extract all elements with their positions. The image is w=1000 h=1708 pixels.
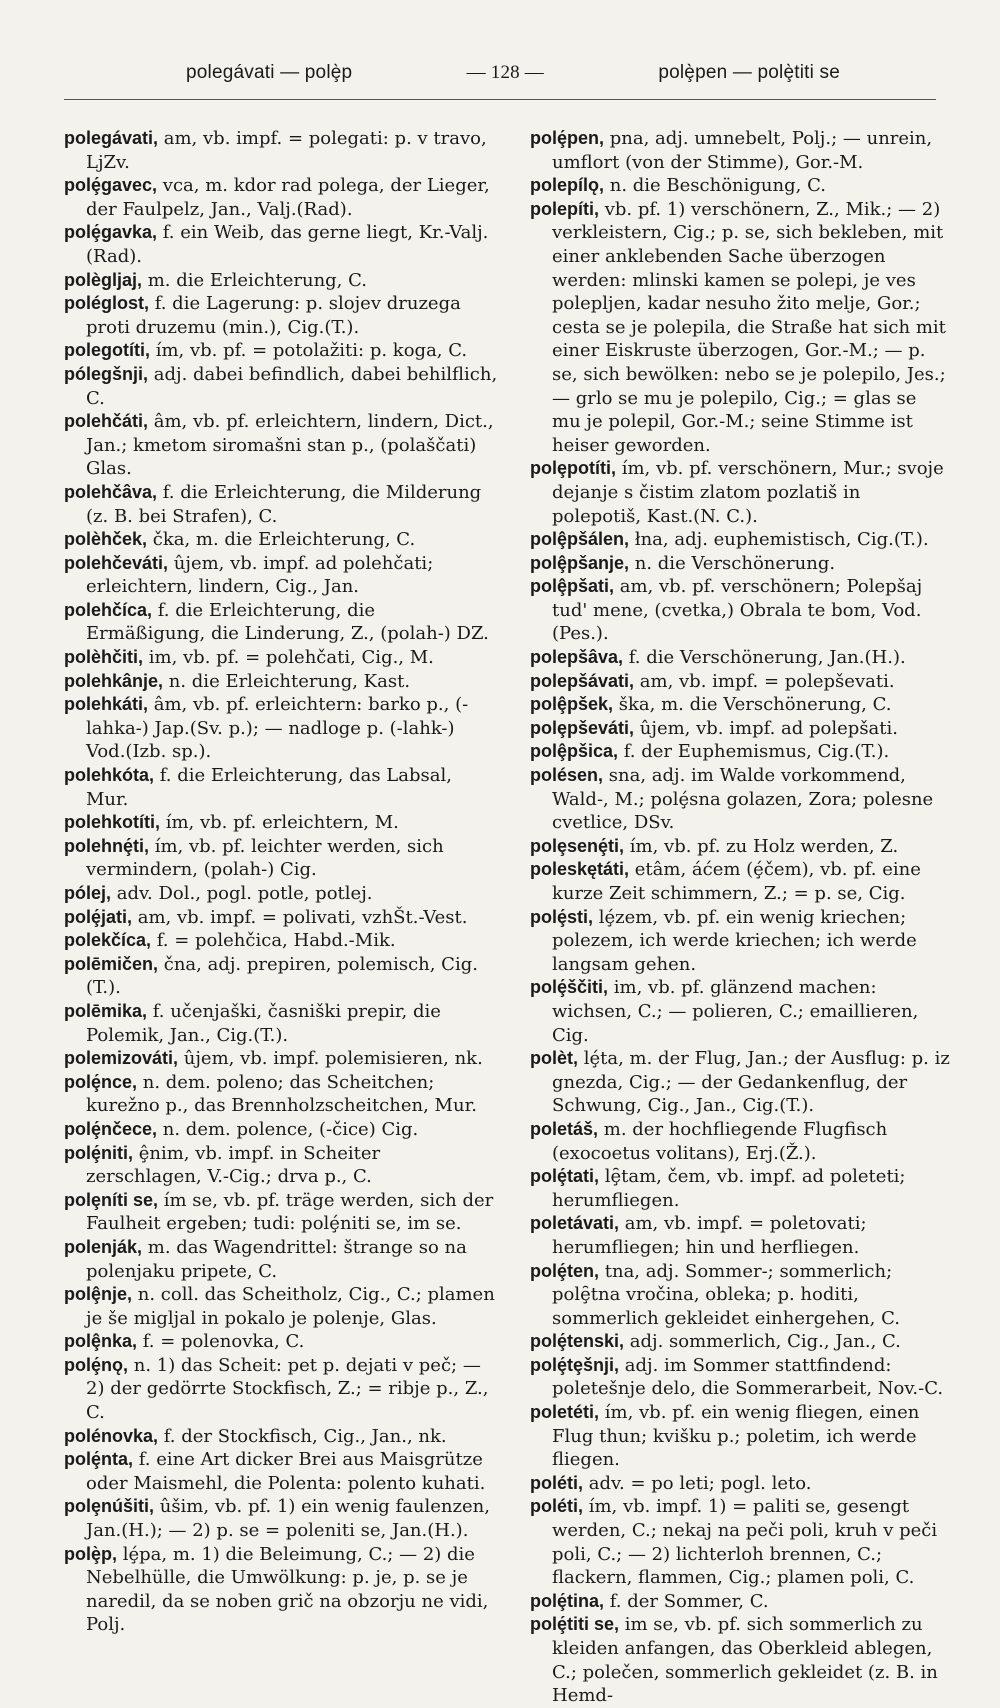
entry-definition: f. die Verschönerung, Jan.(H.). [623, 647, 906, 669]
entry-definition: n. die Erleichterung, Kast. [163, 670, 411, 692]
dictionary-entry [530, 198, 950, 458]
entry-headword: polehčeváti, [64, 552, 169, 573]
entry-definition: čna, adj. prepiren, polemisch, Cig. (T.). [86, 953, 478, 999]
entry-headword: polȩsenȩ́ti, [530, 835, 625, 856]
dictionary-entry [530, 1047, 950, 1118]
dictionary-entry [64, 127, 498, 174]
entry-headword: poléti, [530, 1496, 583, 1517]
entry-definition: tna, adj. Sommer-; sommerlich; polȩ̑tna vročina, obleka; p. hoditi, sommerlich gekleidet einhergehen, C. [552, 1260, 900, 1329]
dictionary-entry [64, 1354, 498, 1425]
entry-definition: am, vb. pf. verschönern; Polepšaj tud' mene, (cvetka,) Obrala te bom, Vod. (Pes.). [552, 576, 923, 645]
dictionary-entry [530, 575, 950, 646]
dictionary-entry [530, 457, 950, 528]
entry-headword: polȩ̀p, [64, 1543, 117, 1564]
dictionary-entry [530, 835, 950, 859]
entry-headword: pólej, [64, 883, 112, 903]
dictionary-entry [64, 811, 498, 835]
dictionary-entry [64, 599, 498, 646]
entry-headword: polȩ̂nje, [64, 1284, 133, 1305]
entry-headword: polēmika, [64, 1000, 148, 1021]
dictionary-entry [64, 1071, 498, 1118]
dictionary-entry [530, 740, 950, 764]
dictionary-entry [64, 1425, 498, 1449]
entry-definition: f. = polenovka, C. [137, 1331, 305, 1353]
entry-definition: lȩ́zem, vb. pf. ein wenig kriechen; polezem, ich werde kriechen; ich werde langsam gehen. [552, 906, 917, 975]
entry-headword: polegávati, [64, 128, 159, 148]
dictionary-entry [530, 552, 950, 576]
dictionary-entry [64, 1189, 498, 1236]
entry-headword: polehkóta, [64, 765, 155, 786]
entry-headword: poléglost, [64, 293, 149, 314]
entry-headword: polȩ́tina, [530, 1590, 605, 1611]
header-rule [64, 99, 936, 100]
entry-headword: polȩ̂nka, [64, 1331, 138, 1352]
entry-definition: m. das Wagendrittel: štrange so na polenjaku pripete, C. [86, 1236, 467, 1282]
entry-headword: polȩ́gavec, [64, 175, 158, 196]
dictionary-entry [530, 764, 950, 835]
dictionary-entry [64, 670, 498, 694]
header-right-guide-words: polȩ̀pen — polȩ̀titi se [658, 62, 840, 83]
entry-definition: am, vb. impf. = polivati, vzhŠt.-Vest. [132, 906, 468, 928]
dictionary-entry [530, 1118, 950, 1165]
entry-headword: polēmičen, [64, 953, 159, 974]
entry-definition: łna, adj. euphemistisch, Cig.(T.). [629, 529, 929, 551]
entry-headword: pólegšnji, [64, 363, 149, 384]
dictionary-entry [64, 1543, 498, 1637]
entry-headword: polȩ́tȩšnji, [530, 1354, 620, 1375]
entry-definition: lȩ́pa, m. 1) die Beleimung, C.; — 2) die Nebelhülle, die Umwölkung: p. je, p. se je naredil, da se noben grič na obzorju ne vidi, Polj. [86, 1543, 489, 1636]
entry-headword: polȩ̂pšek, [530, 694, 614, 715]
entry-definition: am, vb. impf. = poletovati; herumfliegen; hin und herfliegen. [552, 1213, 867, 1258]
entry-definition: am, vb. impf. = polegati: p. v travo, LjZv. [86, 128, 487, 173]
dictionary-entry [64, 528, 498, 552]
entry-headword: polehčáti, [64, 411, 149, 432]
entry-headword: polehkotíti, [64, 812, 160, 833]
entry-headword: polȩ̂pšica, [530, 741, 619, 762]
entry-definition: âm, vb. pf. erleichtern, lindern, Dict., Jan.; kmetom siromašni stan p., (polaščati) Glas. [86, 411, 494, 480]
entry-definition: f. die Erleichterung, die Ermäßigung, die Linderung, Z., (polah-) DZ. [86, 599, 489, 645]
entry-definition: f. ein Weib, das gerne liegt, Kr.-Valj.(Rad). [86, 222, 489, 267]
entry-headword: polȩpševáti, [530, 717, 635, 738]
entry-definition: am, vb. impf. = polepševati. [634, 670, 895, 692]
dictionary-entry [64, 174, 498, 221]
entry-definition: ím, vb. pf. = potolažiti: p. koga, C. [149, 340, 468, 362]
dictionary-entry [64, 953, 498, 1000]
entry-headword: polȩ̂pšanje, [530, 552, 630, 573]
dictionary-entry [530, 1472, 950, 1496]
entry-headword: polȩ́jati, [64, 906, 133, 927]
dictionary-entry [530, 976, 950, 1047]
entry-definition: im se, vb. pf. sich sommerlich zu kleiden anfangen, das Oberkleid ablegen, C.; polečen, sommerlich gekleidet (z. B. in Hemd- [552, 1614, 938, 1707]
entry-definition: im, vb. pf. glänzend machen: wichsen, C.; — polieren, C.; emaillieren, Cig. [552, 977, 919, 1046]
entry-definition: sna, adj. im Walde vorkommend, Wald-, M.; polȩ́sna golazen, Zora; polesne cvetlice, DSv. [552, 765, 934, 834]
entry-headword: poleskętáti, [530, 859, 630, 880]
entry-definition: n. 1) das Scheit: pet p. dejati v peč; — 2) der gedörrte Stockfisch, Z.; = ribje p., Z., C. [86, 1354, 489, 1424]
entry-headword: polepíti, [530, 198, 599, 219]
page-number: — 128 — [466, 62, 545, 83]
dictionary-entry [64, 1448, 498, 1495]
entry-headword: polȩ̂pšati, [530, 576, 615, 597]
entry-definition: adj. dabei befindlich, dabei behilflich, C. [86, 363, 498, 409]
entry-headword: polèt, [530, 1048, 578, 1069]
dictionary-entry [530, 1212, 950, 1259]
entry-headword: poletávati, [530, 1213, 620, 1234]
entry-definition: ȩ̂nim, vb. impf. in Scheiter zerschlagen, V.-Cig.; drva p., C. [86, 1142, 381, 1188]
dictionary-entry [64, 292, 498, 339]
entry-definition: adv. = po leti; pogl. leto. [583, 1472, 812, 1494]
entry-definition: f. der Sommer, C. [604, 1590, 769, 1612]
dictionary-entry [530, 1401, 950, 1472]
entry-definition: ûjem, vb. impf. ad polepšati. [634, 717, 898, 739]
dictionary-entry [64, 363, 498, 410]
entry-headword: polepílǫ, [530, 175, 604, 196]
entry-headword: polehkânje, [64, 670, 164, 691]
entry-definition: f. die Erleichterung, die Milderung (z. B. bei Strafen), C. [86, 481, 482, 527]
entry-headword: polȩ́nčece, [64, 1118, 158, 1139]
entry-headword: polehkáti, [64, 694, 149, 715]
entry-definition: ška, m. die Verschönerung, C. [613, 694, 892, 716]
entry-headword: polehnȩ́ti, [64, 835, 149, 856]
entry-headword: polȩ́nce, [64, 1071, 138, 1092]
entry-headword: polȩníti se, [64, 1189, 159, 1210]
entry-headword: polegotíti, [64, 340, 150, 361]
entry-definition: f. der Stockfisch, Cig., Jan., nk. [158, 1425, 447, 1447]
dictionary-entry [530, 1165, 950, 1212]
entry-headword: polekčíca, [64, 930, 152, 951]
entry-definition: ím, vb. impf. 1) = paliti se, gesengt werden, C.; nekaj na peči poli, kruh v peči poli, C.; — 2) lichterloh brennen, C.; flackern, flammen, Cig.; plamen poli, C. [552, 1496, 938, 1589]
entry-definition: n. die Verschönerung. [629, 552, 836, 574]
dictionary-entry [64, 1330, 498, 1354]
dictionary-entry [530, 670, 950, 694]
dictionary-entry [64, 882, 498, 906]
entry-definition: adj. im Sommer stattfindend: poletešnje delo, die Sommerarbeit, Nov.-C. [552, 1354, 944, 1400]
entry-definition: vb. pf. 1) verschönern, Z., Mik.; — 2) verkleistern, Cig.; p. se, sich bekleben, mit einer anklebenden Sache überzogen werden: mlinski kamen se polepi, je ves polepljen, kadar nesuho žito melje, Gor.; cesta se je polepila, die Straße hat sich mit einer Eiskruste überzogen, Gor.-M.; — p. se, sich bewölken: nebo se je polepilo, Jes.; — grlo se mu je polepilo, Cig.; = glas se mu je polepil, Gor.-M.; seine Stimme ist heiser geworden. [552, 198, 946, 456]
entry-definition: m. der hochfliegende Flugfisch (exocoetus volitans), Erj.(Ž.). [552, 1118, 888, 1164]
entry-definition: n. dem. polence, (-čice) Cig. [157, 1118, 419, 1140]
entry-headword: polepšávati, [530, 670, 635, 691]
entry-definition: ûjem, vb. impf. polemisieren, nk. [178, 1048, 483, 1070]
entry-headword: polȩpotíti, [530, 458, 616, 479]
dictionary-entry [64, 221, 498, 268]
entry-headword: polèhčiti, [64, 647, 144, 668]
dictionary-entry [530, 646, 950, 670]
dictionary-entry [64, 552, 498, 599]
dictionary-entry [64, 693, 498, 764]
entry-headword: polȩ́nǫ, [64, 1354, 128, 1375]
entry-headword: polenják, [64, 1236, 143, 1257]
entry-definition: pna, adj. umnebelt, Polj.; — unrein, umflort (von der Stimme), Gor.-M. [552, 128, 933, 173]
entry-headword: poletéti, [530, 1402, 600, 1423]
dictionary-entry [530, 127, 950, 174]
entry-definition: čka, m. die Erleichterung, C. [147, 529, 416, 551]
dictionary-entry [64, 1142, 498, 1189]
entry-definition: f. učenjaški, časniški prepir, die Polemik, Jan., Cig.(T.). [86, 1000, 441, 1046]
entry-headword: polȩ́tati, [530, 1166, 600, 1187]
entry-headword: poléti, [530, 1472, 583, 1493]
entry-definition: âm, vb. pf. erleichtern: barko p., (-lahka-) Jap.(Sv. p.); — nadloge p. (-lahk-) Vod.(Izb. sp.). [86, 694, 469, 763]
dictionary-entry [64, 835, 498, 882]
dictionary-entry [530, 1260, 950, 1331]
running-header [186, 62, 840, 92]
dictionary-entry [530, 906, 950, 977]
entry-definition: f. die Erleichterung, das Labsal, Mur. [86, 765, 452, 810]
dictionary-entry [530, 1354, 950, 1401]
entry-definition: ím, vb. pf. zu Holz werden, Z. [624, 835, 899, 857]
entry-headword: polȩ́titi se, [530, 1614, 620, 1635]
dictionary-entry [530, 174, 950, 198]
dictionary-entry [530, 1590, 950, 1614]
entry-headword: polésen, [530, 765, 604, 786]
entry-definition: adv. Dol., pogl. potle, potlej. [111, 883, 373, 904]
entry-definition: ûšim, vb. pf. 1) ein wenig faulenzen, Jan.(H.); — 2) p. se = poleniti se, Jan.(H.). [86, 1496, 490, 1542]
entry-headword: polȩ́ščiti, [530, 977, 609, 998]
entry-headword: polègljaj, [64, 269, 143, 290]
entry-definition: im, vb. pf. = polehčati, Cig., M. [143, 647, 434, 669]
entry-headword: polȩ́nta, [64, 1449, 134, 1470]
dictionary-entry [64, 906, 498, 930]
entry-definition: vca, m. kdor rad polega, der Lieger, der Faulpelz, Jan., Valj.(Rad). [86, 175, 490, 220]
dictionary-entry [530, 1330, 950, 1354]
entry-definition: lȩ̑tam, čem, vb. impf. ad poleteti; herumfliegen. [552, 1166, 906, 1211]
dictionary-entry [64, 339, 498, 363]
entry-definition: ím se, vb. pf. träge werden, sich der Faulheit ergeben; tudi: polȩ́niti se, im se. [86, 1189, 494, 1235]
entry-definition: n. dem. poleno; das Scheitchen; kurežno p., das Brennholzscheitchen, Mur. [86, 1071, 477, 1117]
entry-headword: polèhček, [64, 529, 148, 550]
entry-headword: polȩ́niti, [64, 1142, 133, 1163]
left-column [64, 127, 498, 1637]
entry-headword: polepšâva, [530, 647, 624, 668]
dictionary-entry [64, 1495, 498, 1542]
entry-definition: adj. sommerlich, Cig., Jan., C. [624, 1331, 901, 1353]
dictionary-entry [64, 481, 498, 528]
entry-definition: etâm, áćem (ȩ́čem), vb. pf. eine kurze Zeit schimmern, Z.; = p. se, Cig. [552, 859, 921, 904]
entry-definition: f. der Euphemismus, Cig.(T.). [618, 741, 890, 763]
dictionary-entry [64, 1283, 498, 1330]
entry-definition: ûjem, vb. impf. ad polehčati; erleichtern, lindern, Cig., Jan. [86, 552, 434, 598]
dictionary-entry [530, 717, 950, 741]
dictionary-entry [530, 1613, 950, 1707]
dictionary-entry [64, 1047, 498, 1071]
dictionary-entry [64, 929, 498, 953]
dictionary-entry [530, 1495, 950, 1589]
dictionary-entry [64, 410, 498, 481]
dictionary-entry [64, 1118, 498, 1142]
entry-definition: ím, vb. pf. erleichtern, M. [160, 812, 399, 834]
dictionary-entry [64, 1236, 498, 1283]
dictionary-entry [530, 528, 950, 552]
entry-headword: polȩnúšiti, [64, 1496, 154, 1517]
entry-definition: ím, vb. pf. ein wenig fliegen, einen Flug thun; kvišku p.; poletim, ich werde fliegen. [552, 1402, 920, 1471]
dictionary-entry [64, 764, 498, 811]
entry-headword: polȩ́ten, [530, 1260, 600, 1281]
entry-definition: f. eine Art dicker Brei aus Maisgrütze oder Maismehl, die Polenta: polento kuhati. [86, 1449, 486, 1494]
entry-definition: n. coll. das Scheitholz, Cig., C.; plamen je še migljal in pokalo je polenje, Glas. [86, 1284, 495, 1329]
dictionary-entry [64, 1000, 498, 1047]
entry-headword: polénovka, [64, 1425, 159, 1446]
entry-definition: ím, vb. pf. verschönern, Mur.; svoje dejanje s čistim zlatom pozlatiš in polepotiš, Kast.(N. C.). [552, 458, 944, 527]
entry-definition: f. die Lagerung: p. slojev druzega proti druzemu (min.), Cig.(T.). [86, 293, 461, 338]
entry-definition: lȩ́ta, m. der Flug, Jan.; der Ausflug: p. iz gnezda, Cig.; — der Gedankenflug, der Schwung, Cig., Jan., Cig.(T.). [552, 1048, 950, 1117]
entry-headword: polȩ̂pšálen, [530, 529, 630, 550]
dictionary-entry [64, 646, 498, 670]
entry-definition: m. die Erleichterung, C. [142, 269, 367, 291]
entry-headword: polemizováti, [64, 1048, 179, 1069]
entry-headword: polȩ́tenski, [530, 1331, 625, 1352]
entry-headword: polehčâva, [64, 481, 158, 502]
dictionary-entry [64, 269, 498, 293]
entry-definition: f. = polehčica, Habd.-Mik. [151, 930, 396, 952]
entry-headword: polȩ́pen, [530, 128, 605, 148]
entry-definition: n. die Beschönigung, C. [604, 175, 826, 197]
header-left-guide-words: polegávati — polȩ̀p [186, 62, 353, 83]
right-column [530, 127, 950, 1708]
dictionary-entry [530, 858, 950, 905]
entry-headword: polehčíca, [64, 599, 153, 620]
entry-headword: polȩ́sti, [530, 906, 594, 927]
entry-definition: ím, vb. pf. leichter werden, sich vermindern, (polah-) Cig. [86, 835, 444, 881]
dictionary-entry [530, 693, 950, 717]
entry-headword: poletáš, [530, 1118, 599, 1139]
entry-headword: polȩ́gavka, [64, 222, 158, 243]
